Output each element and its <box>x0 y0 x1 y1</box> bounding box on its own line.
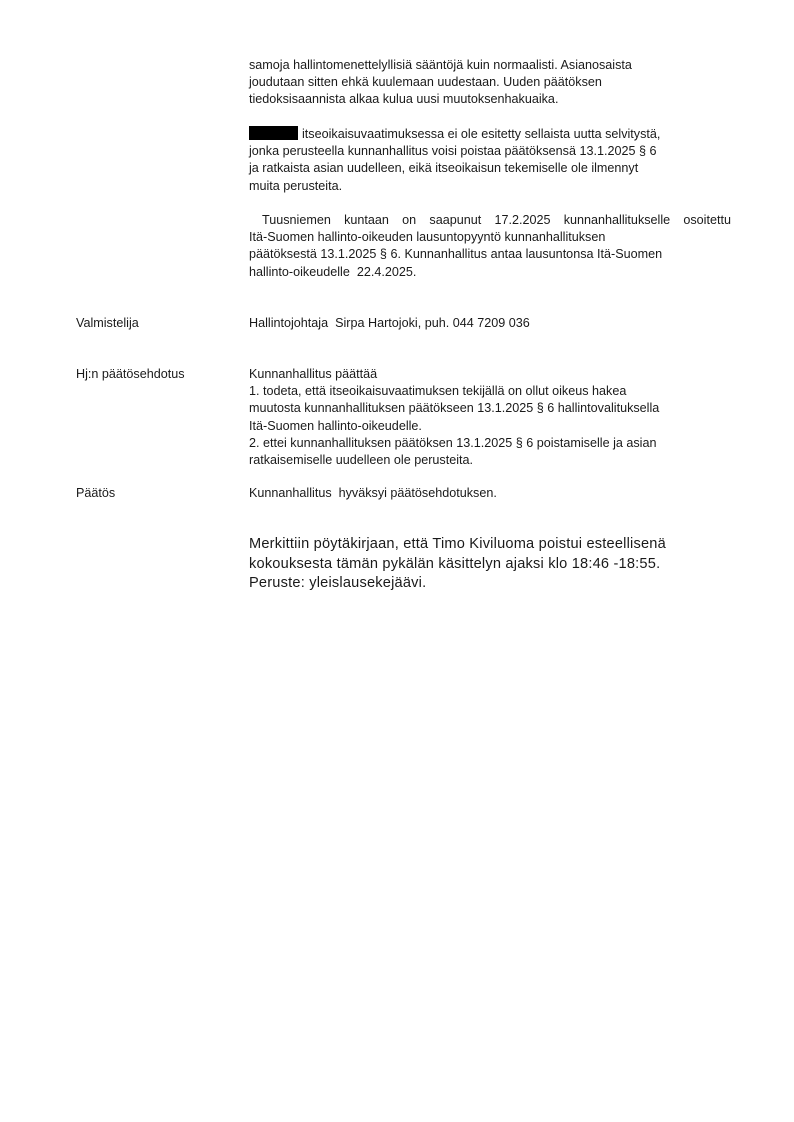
decision-value: Kunnanhallitus hyväksyi päätösehdotuksen. <box>249 486 497 500</box>
statement-line: Itä-Suomen hallinto-oikeuden lausuntopyyntö kunnanhallituksen <box>249 230 606 245</box>
intro-line: samoja hallintomenettelyllisiä sääntöjä kuin normaalisti. Asianosaista <box>249 58 632 72</box>
redacted-line: jonka perusteella kunnanhallitus voisi poistaa päätöksensä 13.1.2025 § 6 <box>249 144 657 159</box>
redaction-box <box>249 126 298 140</box>
note-line: Merkittiin pöytäkirjaan, että Timo Kiviluoma poistui esteellisenä <box>249 536 666 552</box>
intro-line: joudutaan sitten ehkä kuulemaan uudestaan. Uuden päätöksen <box>249 75 602 90</box>
proposal-line: 2. ettei kunnanhallituksen päätöksen 13.1.2025 § 6 poistamiselle ja asian <box>249 435 657 450</box>
redacted-line: muita perusteita. <box>249 178 343 193</box>
redacted-line-text: itseoikaisuvaatimuksessa ei ole esitetty sellaista uutta selvitystä, <box>302 127 661 141</box>
proposal-line: ratkaisemiselle uudelleen ole perusteita. <box>249 453 474 468</box>
proposal-body <box>249 366 734 469</box>
intro-line: tiedoksisaannista alkaa kulua uusi muutoksenhakuaika. <box>249 92 559 107</box>
intro-paragraph <box>249 57 734 109</box>
note-line: kokouksesta tämän pykälän käsittelyn ajaksi klo 18:46 -18:55. <box>249 555 661 572</box>
proposal-line: Kunnanhallitus päättää <box>249 367 378 381</box>
redacted-line: ja ratkaista asian uudelleen, eikä itseoikaisun tekemiselle ole ilmennyt <box>249 161 639 176</box>
proposal-line: Itä-Suomen hallinto-oikeudelle. <box>249 418 422 433</box>
statement-paragraph <box>249 212 731 281</box>
valmistelija-label: Valmistelija <box>76 316 139 330</box>
statement-line: hallinto-oikeudelle 22.4.2025. <box>249 264 417 279</box>
statement-line: Tuusniemen kuntaan on saapunut 17.2.2025 kunnanhallitukselle osoitettu <box>249 213 731 227</box>
proposal-line: 1. todeta, että itseoikaisuvaatimuksen tekijällä on ollut oikeus hakea <box>249 384 627 399</box>
redacted-first-line <box>249 126 734 143</box>
proposal-label: Hj:n päätösehdotus <box>76 367 185 381</box>
decision-label: Päätös <box>76 486 116 500</box>
redacted-paragraph <box>249 126 734 195</box>
statement-line: päätöksestä 13.1.2025 § 6. Kunnanhallitus antaa lausuntonsa Itä-Suomen <box>249 247 663 262</box>
minutes-note <box>249 535 734 594</box>
proposal-line: muutosta kunnanhallituksen päätökseen 13.1.2025 § 6 hallintovalituksella <box>249 401 660 416</box>
valmistelija-value: Hallintojohtaja Sirpa Hartojoki, puh. 044 7209 036 <box>249 316 530 330</box>
note-line: Peruste: yleislausekejäävi. <box>249 575 427 591</box>
